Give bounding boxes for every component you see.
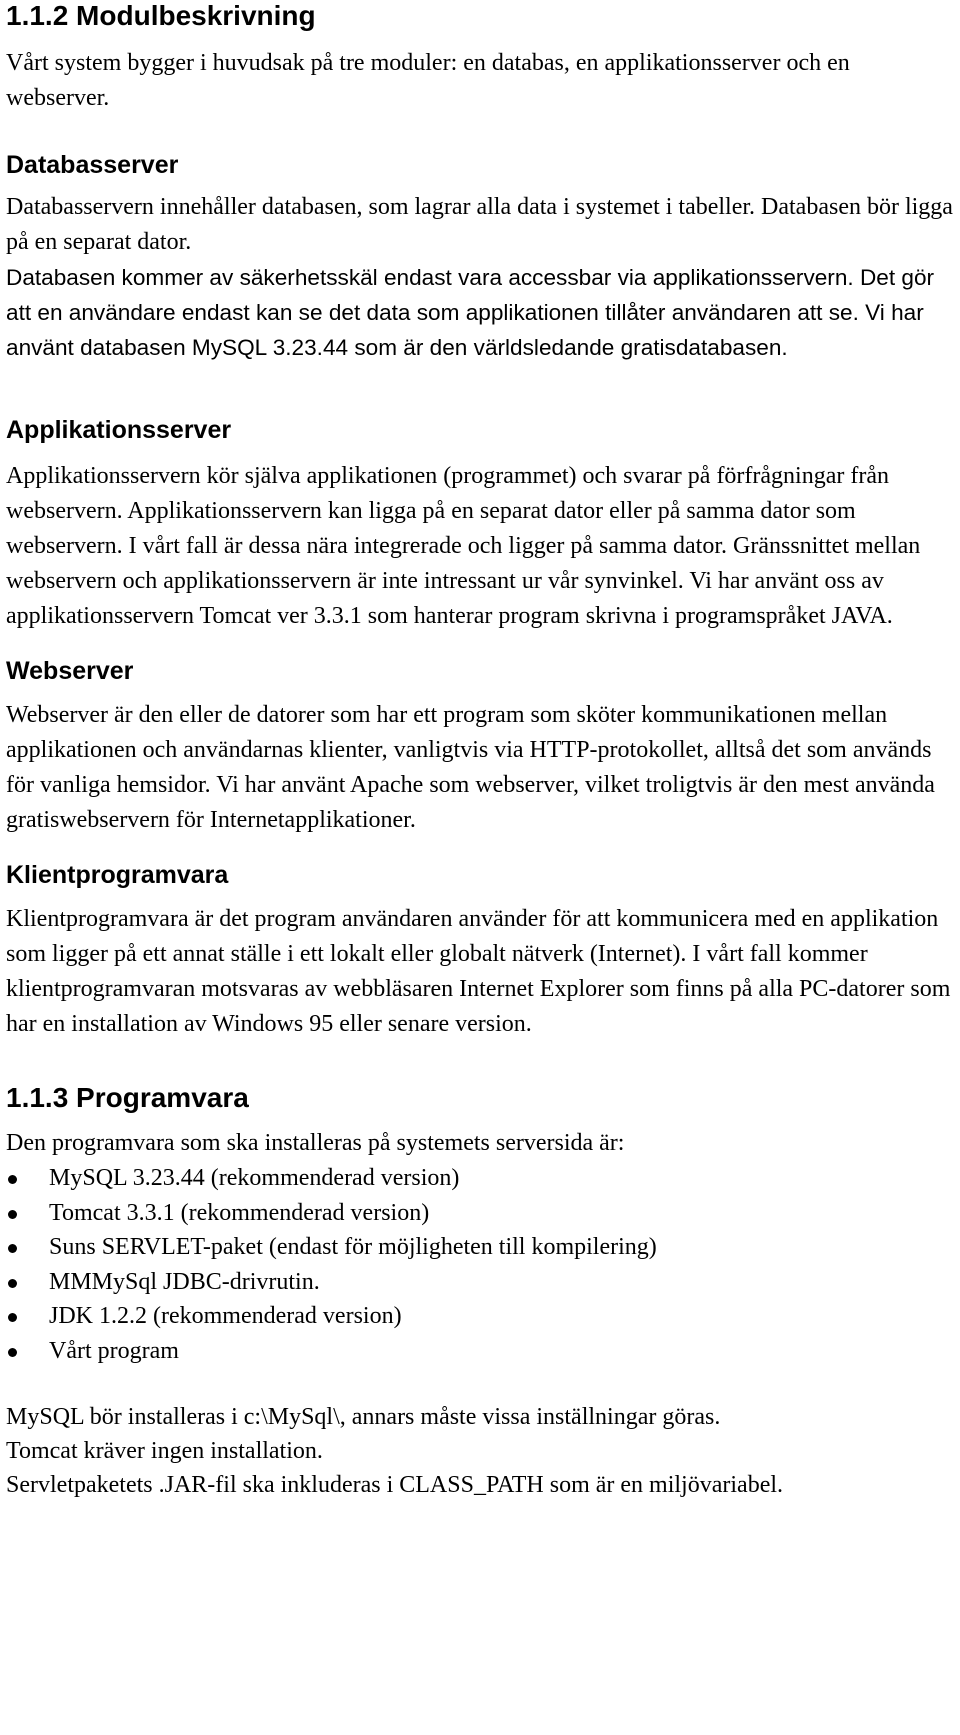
software-list — [6, 1161, 956, 1368]
list-item — [6, 1161, 956, 1196]
list-item — [6, 1196, 956, 1231]
list-item — [6, 1299, 956, 1334]
databasserver-paragraph-sans: Databasen kommer av säkerhetsskäl endast vara accessbar via applikationsservern. Det gör att en användare endast kan se det data som applikationen tillåter användaren att se. Vi har använt databasen MySQL 3.23.44 som är den världsledande gratisdatabasen. — [6, 265, 935, 360]
list-item-text: MySQL 3.23.44 (rekommenderad version) — [49, 1165, 460, 1191]
intro-paragraph: Vårt system bygger i huvudsak på tre moduler: en databas, en applikationsserver och en webserver. — [6, 50, 850, 111]
note-mysql: MySQL bör installeras i c:\MySql\, annars måste vissa inställningar göras. — [6, 1404, 721, 1430]
heading-applikationsserver: Applikationsserver — [6, 416, 232, 444]
note-servlet: Servletpaketets .JAR-fil ska inkluderas i CLASS_PATH som är en miljövariabel. — [6, 1472, 784, 1498]
list-item — [6, 1265, 956, 1300]
note-tomcat: Tomcat kräver ingen installation. — [6, 1438, 323, 1464]
list-item-text: MMMySql JDBC-drivrutin. — [49, 1268, 320, 1295]
section-title-modulbeskrivning: 1.1.2 Modulbeskrivning — [6, 0, 316, 31]
list-item-text: Suns SERVLET-paket (endast för möjligheten till kompilering) — [49, 1234, 657, 1260]
list-item-text: Vårt program — [49, 1337, 179, 1364]
heading-databasserver: Databasserver — [6, 151, 179, 179]
bullet-icon — [8, 1210, 17, 1219]
databasserver-text-serif: Databasservern innehåller databasen, som lagrar alla data i systemet i tabeller. Databasen bör ligga på en separat dator. — [6, 194, 953, 255]
document-page — [6, 0, 956, 1502]
programvara-intro: Den programvara som ska installeras på systemets serversida är: — [6, 1130, 625, 1156]
list-item-text: Tomcat 3.3.1 (rekommenderad version) — [49, 1199, 430, 1226]
bullet-icon — [8, 1244, 17, 1253]
list-item — [6, 1334, 956, 1369]
bullet-icon — [8, 1348, 17, 1357]
applikationsserver-paragraph: Applikationsservern kör själva applikationen (programmet) och svarar på förfrågningar från webservern. Applikationsservern kan ligga på en separat dator eller på samma dator som webservern. I vårt fall är dessa nära integrerade och ligger på samma dator. Gränssnittet mellan webservern och applikationsservern är inte intressant ur vår synvinkel. Vi har använt oss av applikationsservern Tomcat ver 3.3.1 som hanterar program skrivna i programspråket JAVA. — [6, 463, 921, 629]
bullet-icon — [8, 1175, 17, 1184]
bullet-icon — [8, 1279, 17, 1288]
section-title-programvara: 1.1.3 Programvara — [6, 1082, 249, 1113]
heading-klientprogramvara: Klientprogramvara — [6, 861, 229, 889]
databasserver-paragraph — [6, 190, 956, 260]
installation-notes — [6, 1400, 956, 1502]
list-item-text: JDK 1.2.2 (rekommenderad version) — [49, 1303, 402, 1329]
heading-webserver: Webserver — [6, 657, 134, 685]
bullet-icon — [8, 1313, 17, 1322]
list-item — [6, 1230, 956, 1265]
klientprogramvara-paragraph: Klientprogramvara är det program användaren använder för att kommunicera med en applikation som ligger på ett annat ställe i ett lokalt eller globalt nätverk (Internet). I vårt fall kommer klientprogramvaran motsvaras av webbläsaren Internet Explorer som finns på alla PC-datorer som har en installation av Windows 95 eller senare version. — [6, 906, 951, 1037]
webserver-paragraph: Webserver är den eller de datorer som har ett program som sköter kommunikationen mellan applikationen och användarnas klienter, vanligtvis via HTTP-protokollet, alltså det som används för vanliga hemsidor. Vi har använt Apache som webserver, vilket troligtvis är den mest använda gratiswebservern för Internetapplikationer. — [6, 702, 935, 833]
